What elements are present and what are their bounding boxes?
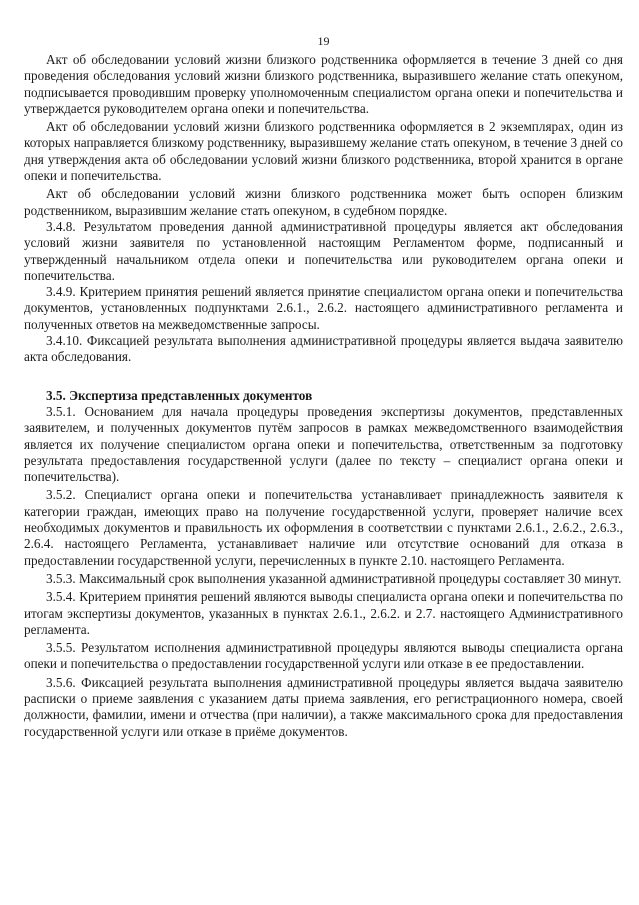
paragraph: Акт об обследовании условий жизни близкого родственника может быть оспорен близким родственником, выразившим желание стать опекуном, в судебном порядке.	[24, 186, 623, 218]
paragraph: Акт об обследовании условий жизни близкого родственника оформляется в 2 экземплярах, один из которых направляется близкому родственнику, выразившему желание стать опекуном, в течение 3 дней со дня утверждения акта об обследовании условий жизни близкого родственника, второй хранится в органе опеки и попечительства.	[24, 119, 623, 184]
section-heading: 3.5. Экспертиза представленных документов	[46, 387, 313, 403]
page-number: 19	[317, 34, 330, 48]
paragraph: 3.4.8. Результатом проведения данной административной процедуры является акт обследования условий жизни заявителя по установленной настоящим Регламентом форме, подписанный и утвержденный начальником отдела опеки и попечительства или руководителем органа опеки и попечительства.	[24, 218, 623, 283]
paragraph: 3.5.2. Специалист органа опеки и попечительства устанавливает принадлежность заявителя к категории граждан, имеющих право на получение государственной услуги, проверяет наличие всех необходимых документов и правильность их оформления в соответствии с пунктами 2.6.1., 2.6.2., 2.6.3., 2.6.4. настоящего Регламента, устанавливает наличие или отсутствие оснований для отказа в предоставлении государственной услуги, перечисленных в пункте 2.10. настоящего Регламента.	[24, 487, 623, 568]
paragraph: Акт об обследовании условий жизни близкого родственника оформляется в течение 3 дней со дня проведения обследования условий жизни близкого родственника, выразившего желание стать опекуном, подписывается проводившим проверку уполномоченным специалистом органа опеки и попечительства и утверждается руководителем органа опеки и попечительства.	[24, 52, 623, 116]
paragraph: 3.5.5. Результатом исполнения административной процедуры являются выводы специалиста органа опеки и попечительства о предоставлении государственной услуги или отказе в ее предоставлении.	[24, 640, 623, 672]
paragraph: 3.5.1. Основанием для начала процедуры проведения экспертизы документов, представленных заявителем, и полученных документов путём запросов в рамках межведомственного взаимодействия является их получение специалистом органа опеки и попечительства, ответственным за подготовку результата предоставления государственной услуги (далее по тексту – специалист органа опеки и попечительства).	[24, 403, 623, 485]
paragraph: 3.4.10. Фиксацией результата выполнения административной процедуры является выдача заявителю акта обследования.	[24, 333, 623, 365]
paragraph: 3.5.3. Максимальный срок выполнения указанной административной процедуры составляет 30 минут.	[46, 570, 622, 586]
paragraph: 3.5.6. Фиксацией результата выполнения административной процедуры является выдача заявителю расписки о приеме заявления с указанием даты приема заявления, его регистрационного номера, своей должности, фамилии, имени и отчества (при наличии), а также максимального срока для предоставления государственной услуги или отказе в приёме документов.	[24, 674, 623, 739]
paragraph: 3.4.9. Критерием принятия решений является принятие специалистом органа опеки и попечительства документов, установленных подпунктами 2.6.1., 2.6.2. настоящего административного регламента и полученных ответов на межведомственные запросы.	[24, 284, 623, 332]
paragraph: 3.5.4. Критерием принятия решений являются выводы специалиста органа опеки и попечительства по итогам экспертизы документов, указанных в пунктах 2.6.1., 2.6.2. и 2.7. настоящего Административного регламента.	[24, 589, 623, 637]
